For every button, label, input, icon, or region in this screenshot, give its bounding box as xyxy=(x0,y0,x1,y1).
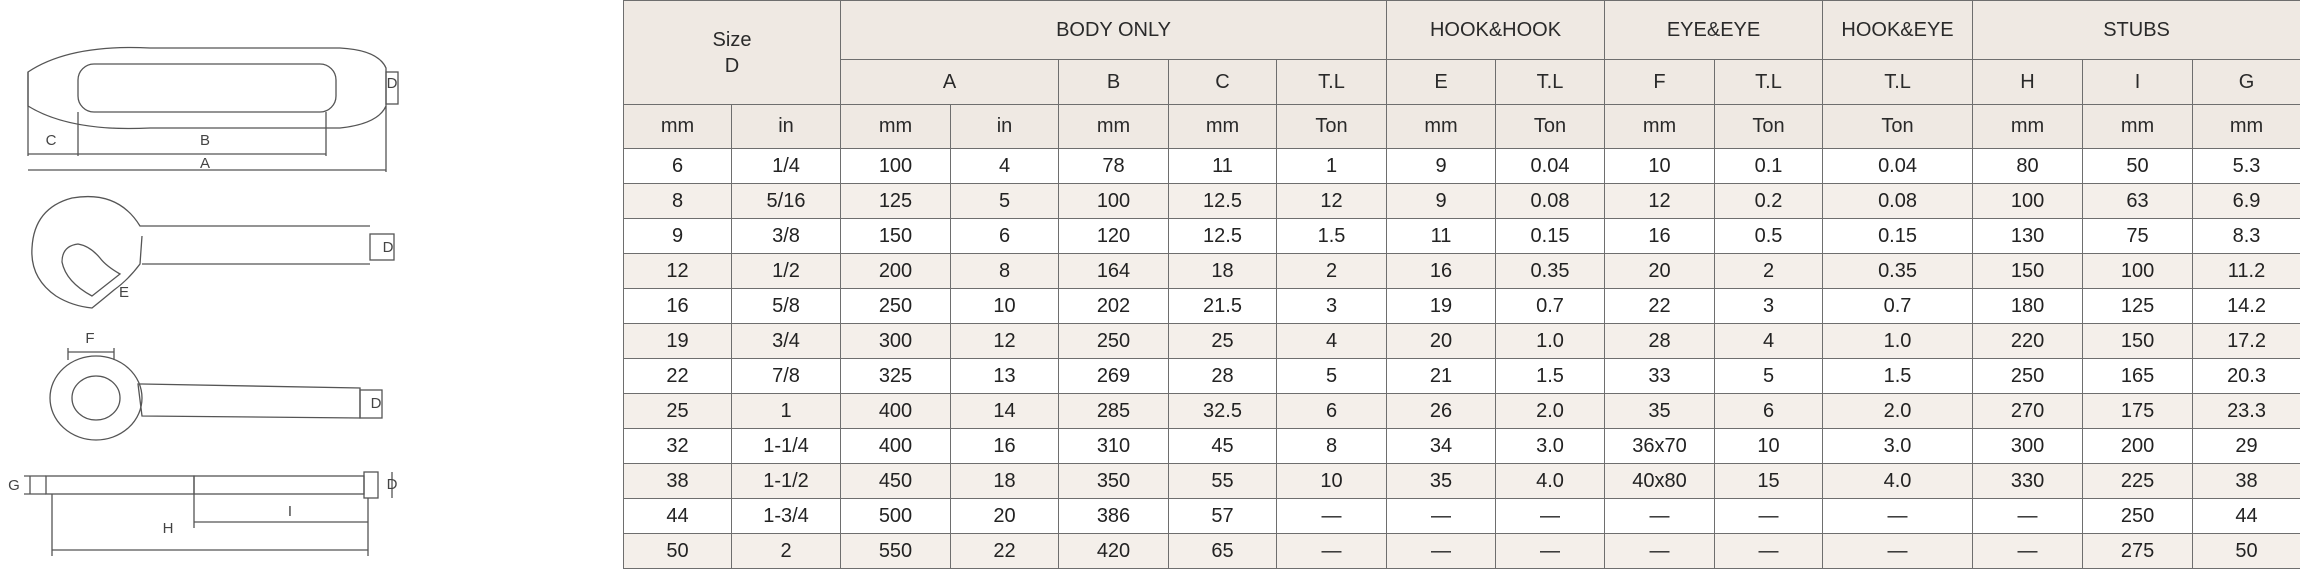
table-cell: 25 xyxy=(624,394,732,429)
table-cell: 0.04 xyxy=(1496,149,1605,184)
table-cell: 175 xyxy=(2083,394,2193,429)
table-cell: 22 xyxy=(951,534,1059,569)
dim-label-f: F xyxy=(85,330,95,347)
table-cell: 2.0 xyxy=(1496,394,1605,429)
table-cell: 20.3 xyxy=(2193,359,2300,394)
table-cell: 180 xyxy=(1973,289,2083,324)
table-cell: 8 xyxy=(951,254,1059,289)
table-cell: 125 xyxy=(841,184,951,219)
table-cell: 50 xyxy=(624,534,732,569)
table-cell: 130 xyxy=(1973,219,2083,254)
table-cell: 300 xyxy=(1973,429,2083,464)
table-cell: 4.0 xyxy=(1496,464,1605,499)
table-row xyxy=(624,219,2300,254)
table-cell: 0.1 xyxy=(1715,149,1823,184)
table-cell: 386 xyxy=(1059,499,1169,534)
table-cell: 100 xyxy=(841,149,951,184)
table-cell: 1-3/4 xyxy=(732,499,841,534)
table-cell: — xyxy=(1496,534,1605,569)
table-cell: 38 xyxy=(624,464,732,499)
table-cell: 0.35 xyxy=(1496,254,1605,289)
table-cell: 28 xyxy=(1169,359,1277,394)
table-cell: 10 xyxy=(1715,429,1823,464)
header-dim-c: C xyxy=(1169,60,1277,105)
table-cell: 0.7 xyxy=(1823,289,1973,324)
table-cell: 13 xyxy=(951,359,1059,394)
table-cell: 300 xyxy=(841,324,951,359)
table-cell: 0.08 xyxy=(1823,184,1973,219)
dim-label-i: I xyxy=(287,503,293,520)
table-cell: 450 xyxy=(841,464,951,499)
table-cell: 80 xyxy=(1973,149,2083,184)
table-cell: 16 xyxy=(624,289,732,324)
dim-label-d-hook: D xyxy=(382,239,394,256)
table-row xyxy=(624,394,2300,429)
table-cell: 4 xyxy=(1715,324,1823,359)
table-body xyxy=(624,149,2300,569)
stub-end-drawing xyxy=(24,472,392,556)
table-cell: 150 xyxy=(1973,254,2083,289)
table-cell: 220 xyxy=(1973,324,2083,359)
table-cell: 12.5 xyxy=(1169,219,1277,254)
table-cell: — xyxy=(1496,499,1605,534)
table-cell: 36x70 xyxy=(1605,429,1715,464)
header-unit: mm xyxy=(1387,105,1496,149)
table-cell: 6.9 xyxy=(2193,184,2300,219)
header-dim-tl-hook: T.L xyxy=(1496,60,1605,105)
table-cell: 50 xyxy=(2083,149,2193,184)
table-cell: 0.5 xyxy=(1715,219,1823,254)
table-cell: — xyxy=(1823,534,1973,569)
table-cell: 150 xyxy=(2083,324,2193,359)
table-cell: 0.15 xyxy=(1496,219,1605,254)
table-cell: 0.7 xyxy=(1496,289,1605,324)
table-row xyxy=(624,499,2300,534)
table-cell: 1 xyxy=(732,394,841,429)
table-cell: 11 xyxy=(1387,219,1496,254)
table-cell: 5.3 xyxy=(2193,149,2300,184)
table-cell: 1-1/4 xyxy=(732,429,841,464)
table-cell: 2 xyxy=(1715,254,1823,289)
dim-label-e: E xyxy=(118,284,130,301)
table-cell: 11.2 xyxy=(2193,254,2300,289)
table-cell: 4.0 xyxy=(1823,464,1973,499)
table-cell: 19 xyxy=(1387,289,1496,324)
table-cell: 23.3 xyxy=(2193,394,2300,429)
turnbuckle-body-drawing xyxy=(28,48,398,173)
header-dim-e: E xyxy=(1387,60,1496,105)
table-cell: 20 xyxy=(951,499,1059,534)
header-row-groups xyxy=(624,1,2300,60)
table-cell: 18 xyxy=(1169,254,1277,289)
table-cell: — xyxy=(1973,499,2083,534)
table-cell: 0.2 xyxy=(1715,184,1823,219)
table-cell: 350 xyxy=(1059,464,1169,499)
table-cell: 250 xyxy=(2083,499,2193,534)
table-cell: 225 xyxy=(2083,464,2193,499)
header-unit: Ton xyxy=(1496,105,1605,149)
table-row xyxy=(624,324,2300,359)
table-cell: 10 xyxy=(1277,464,1387,499)
table-cell: 1-1/2 xyxy=(732,464,841,499)
table-cell: — xyxy=(1973,534,2083,569)
table-cell: — xyxy=(1277,534,1387,569)
table-cell: 12 xyxy=(1605,184,1715,219)
table-cell: 5 xyxy=(1715,359,1823,394)
table-cell: 22 xyxy=(624,359,732,394)
table-cell: 44 xyxy=(624,499,732,534)
header-dim-tl-hook-eye: T.L xyxy=(1823,60,1973,105)
table-cell: 20 xyxy=(1605,254,1715,289)
dim-label-h: H xyxy=(162,520,174,537)
table-cell: 35 xyxy=(1605,394,1715,429)
header-body-only: BODY ONLY xyxy=(841,1,1387,60)
table-cell: 3 xyxy=(1277,289,1387,324)
header-unit: Ton xyxy=(1715,105,1823,149)
table-cell: 44 xyxy=(2193,499,2300,534)
table-cell: 165 xyxy=(2083,359,2193,394)
table-cell: 275 xyxy=(2083,534,2193,569)
table-cell: 32.5 xyxy=(1169,394,1277,429)
table-cell: 57 xyxy=(1169,499,1277,534)
dim-label-b: B xyxy=(199,132,211,149)
table-cell: 12 xyxy=(1277,184,1387,219)
table-cell: 75 xyxy=(2083,219,2193,254)
table-cell: 269 xyxy=(1059,359,1169,394)
table-cell: 250 xyxy=(1059,324,1169,359)
table-cell: 40x80 xyxy=(1605,464,1715,499)
table-row xyxy=(624,184,2300,219)
header-dim-i: I xyxy=(2083,60,2193,105)
table-row xyxy=(624,254,2300,289)
table-cell: 45 xyxy=(1169,429,1277,464)
product-diagrams xyxy=(0,0,620,580)
table-cell: 8.3 xyxy=(2193,219,2300,254)
header-unit: mm xyxy=(624,105,732,149)
table-cell: 1.0 xyxy=(1496,324,1605,359)
header-dim-tl-eye: T.L xyxy=(1715,60,1823,105)
dim-label-a: A xyxy=(199,155,211,172)
header-hook-eye: HOOK&EYE xyxy=(1823,1,1973,60)
table-cell: 21 xyxy=(1387,359,1496,394)
table-cell: — xyxy=(1605,499,1715,534)
table-header xyxy=(624,1,2300,149)
header-row-dimensions xyxy=(624,60,2300,105)
table-cell: 5 xyxy=(951,184,1059,219)
table-cell: 50 xyxy=(2193,534,2300,569)
header-unit: in xyxy=(732,105,841,149)
table-cell: 6 xyxy=(1277,394,1387,429)
table-cell: 0.04 xyxy=(1823,149,1973,184)
table-cell: 63 xyxy=(2083,184,2193,219)
table-row xyxy=(624,149,2300,184)
table-cell: 3.0 xyxy=(1823,429,1973,464)
table-cell: 1.5 xyxy=(1496,359,1605,394)
table-cell: 1/4 xyxy=(732,149,841,184)
table-row xyxy=(624,289,2300,324)
table-cell: 12.5 xyxy=(1169,184,1277,219)
header-unit: mm xyxy=(2083,105,2193,149)
table-cell: 100 xyxy=(1973,184,2083,219)
dim-label-d-body: D xyxy=(386,75,398,92)
table-cell: 100 xyxy=(2083,254,2193,289)
table-cell: 3 xyxy=(1715,289,1823,324)
header-unit: mm xyxy=(1605,105,1715,149)
table-cell: 2.0 xyxy=(1823,394,1973,429)
table-cell: 550 xyxy=(841,534,951,569)
eye-end-drawing xyxy=(50,348,382,440)
table-cell: 8 xyxy=(1277,429,1387,464)
table-cell: 420 xyxy=(1059,534,1169,569)
header-size xyxy=(624,1,841,105)
table-cell: 2 xyxy=(732,534,841,569)
table-cell: 3/8 xyxy=(732,219,841,254)
table-cell: 325 xyxy=(841,359,951,394)
header-eye-eye: EYE&EYE xyxy=(1605,1,1823,60)
table-cell: 4 xyxy=(951,149,1059,184)
table-cell: 250 xyxy=(841,289,951,324)
table-cell: 100 xyxy=(1059,184,1169,219)
table-cell: 1/2 xyxy=(732,254,841,289)
table-cell: 400 xyxy=(841,394,951,429)
header-unit: in xyxy=(951,105,1059,149)
table-cell: 14 xyxy=(951,394,1059,429)
table-cell: 200 xyxy=(841,254,951,289)
table-cell: 1.0 xyxy=(1823,324,1973,359)
table-row xyxy=(624,429,2300,464)
table-cell: 285 xyxy=(1059,394,1169,429)
table-cell: 1 xyxy=(1277,149,1387,184)
table-cell: — xyxy=(1387,499,1496,534)
table-cell: — xyxy=(1823,499,1973,534)
header-row-units xyxy=(624,105,2300,149)
table-cell: 16 xyxy=(951,429,1059,464)
table-cell: 270 xyxy=(1973,394,2083,429)
table-cell: 15 xyxy=(1715,464,1823,499)
header-dim-h: H xyxy=(1973,60,2083,105)
table-cell: 16 xyxy=(1605,219,1715,254)
table-cell: 1.5 xyxy=(1823,359,1973,394)
table-cell: 78 xyxy=(1059,149,1169,184)
table-cell: 55 xyxy=(1169,464,1277,499)
table-cell: 164 xyxy=(1059,254,1169,289)
table-cell: 4 xyxy=(1277,324,1387,359)
table-cell: 10 xyxy=(951,289,1059,324)
table-cell: 5 xyxy=(1277,359,1387,394)
header-unit: mm xyxy=(1169,105,1277,149)
header-dim-a: A xyxy=(841,60,1059,105)
table-cell: 2 xyxy=(1277,254,1387,289)
table-cell: — xyxy=(1277,499,1387,534)
header-stubs: STUBS xyxy=(1973,1,2300,60)
table-cell: 6 xyxy=(1715,394,1823,429)
table-cell: 0.08 xyxy=(1496,184,1605,219)
table-cell: 500 xyxy=(841,499,951,534)
dim-label-c: C xyxy=(45,132,57,149)
table-cell: 125 xyxy=(2083,289,2193,324)
table-cell: 38 xyxy=(2193,464,2300,499)
table-row xyxy=(624,359,2300,394)
table-cell: 35 xyxy=(1387,464,1496,499)
table-cell: 3.0 xyxy=(1496,429,1605,464)
table-cell: — xyxy=(1387,534,1496,569)
table-cell: 6 xyxy=(624,149,732,184)
turnbuckle-spec-table xyxy=(623,0,2300,569)
header-unit: mm xyxy=(841,105,951,149)
dim-label-d-eye: D xyxy=(370,395,382,412)
dim-label-d-stub: D xyxy=(386,476,398,493)
table-cell: 9 xyxy=(624,219,732,254)
table-cell: 26 xyxy=(1387,394,1496,429)
table-cell: 33 xyxy=(1605,359,1715,394)
header-size-symbol: D xyxy=(724,54,740,77)
table-cell: 16 xyxy=(1387,254,1496,289)
table-cell: 12 xyxy=(624,254,732,289)
table-cell: 120 xyxy=(1059,219,1169,254)
header-unit: Ton xyxy=(1823,105,1973,149)
table-cell: 29 xyxy=(2193,429,2300,464)
header-size-label: Size xyxy=(712,28,752,51)
table-cell: — xyxy=(1715,499,1823,534)
table-cell: 200 xyxy=(2083,429,2193,464)
table-cell: 150 xyxy=(841,219,951,254)
table-cell: — xyxy=(1605,534,1715,569)
table-cell: 65 xyxy=(1169,534,1277,569)
header-dim-f: F xyxy=(1605,60,1715,105)
table-cell: 21.5 xyxy=(1169,289,1277,324)
table-cell: 0.15 xyxy=(1823,219,1973,254)
table-cell: 7/8 xyxy=(732,359,841,394)
table-cell: 310 xyxy=(1059,429,1169,464)
table-cell: 18 xyxy=(951,464,1059,499)
table-cell: 32 xyxy=(624,429,732,464)
table-cell: — xyxy=(1715,534,1823,569)
table-cell: 25 xyxy=(1169,324,1277,359)
hook-end-drawing xyxy=(32,197,394,308)
table-cell: 202 xyxy=(1059,289,1169,324)
table-row xyxy=(624,534,2300,569)
table-cell: 6 xyxy=(951,219,1059,254)
table-cell: 400 xyxy=(841,429,951,464)
header-unit: mm xyxy=(2193,105,2300,149)
table-cell: 5/16 xyxy=(732,184,841,219)
header-unit: mm xyxy=(1059,105,1169,149)
table-cell: 0.35 xyxy=(1823,254,1973,289)
table-cell: 17.2 xyxy=(2193,324,2300,359)
header-unit: mm xyxy=(1973,105,2083,149)
table-cell: 9 xyxy=(1387,184,1496,219)
table-cell: 20 xyxy=(1387,324,1496,359)
table-cell: 14.2 xyxy=(2193,289,2300,324)
table-cell: 10 xyxy=(1605,149,1715,184)
header-dim-g: G xyxy=(2193,60,2300,105)
table-cell: 250 xyxy=(1973,359,2083,394)
table-cell: 22 xyxy=(1605,289,1715,324)
dim-label-g: G xyxy=(8,477,20,494)
table-cell: 3/4 xyxy=(732,324,841,359)
table-cell: 34 xyxy=(1387,429,1496,464)
table-cell: 330 xyxy=(1973,464,2083,499)
header-hook-hook: HOOK&HOOK xyxy=(1387,1,1605,60)
table-cell: 9 xyxy=(1387,149,1496,184)
table-cell: 28 xyxy=(1605,324,1715,359)
table-cell: 5/8 xyxy=(732,289,841,324)
table-cell: 19 xyxy=(624,324,732,359)
table-row xyxy=(624,464,2300,499)
table-cell: 12 xyxy=(951,324,1059,359)
table-cell: 1.5 xyxy=(1277,219,1387,254)
header-dim-b: B xyxy=(1059,60,1169,105)
header-dim-tl-body: T.L xyxy=(1277,60,1387,105)
table-cell: 8 xyxy=(624,184,732,219)
table-cell: 11 xyxy=(1169,149,1277,184)
header-unit: Ton xyxy=(1277,105,1387,149)
